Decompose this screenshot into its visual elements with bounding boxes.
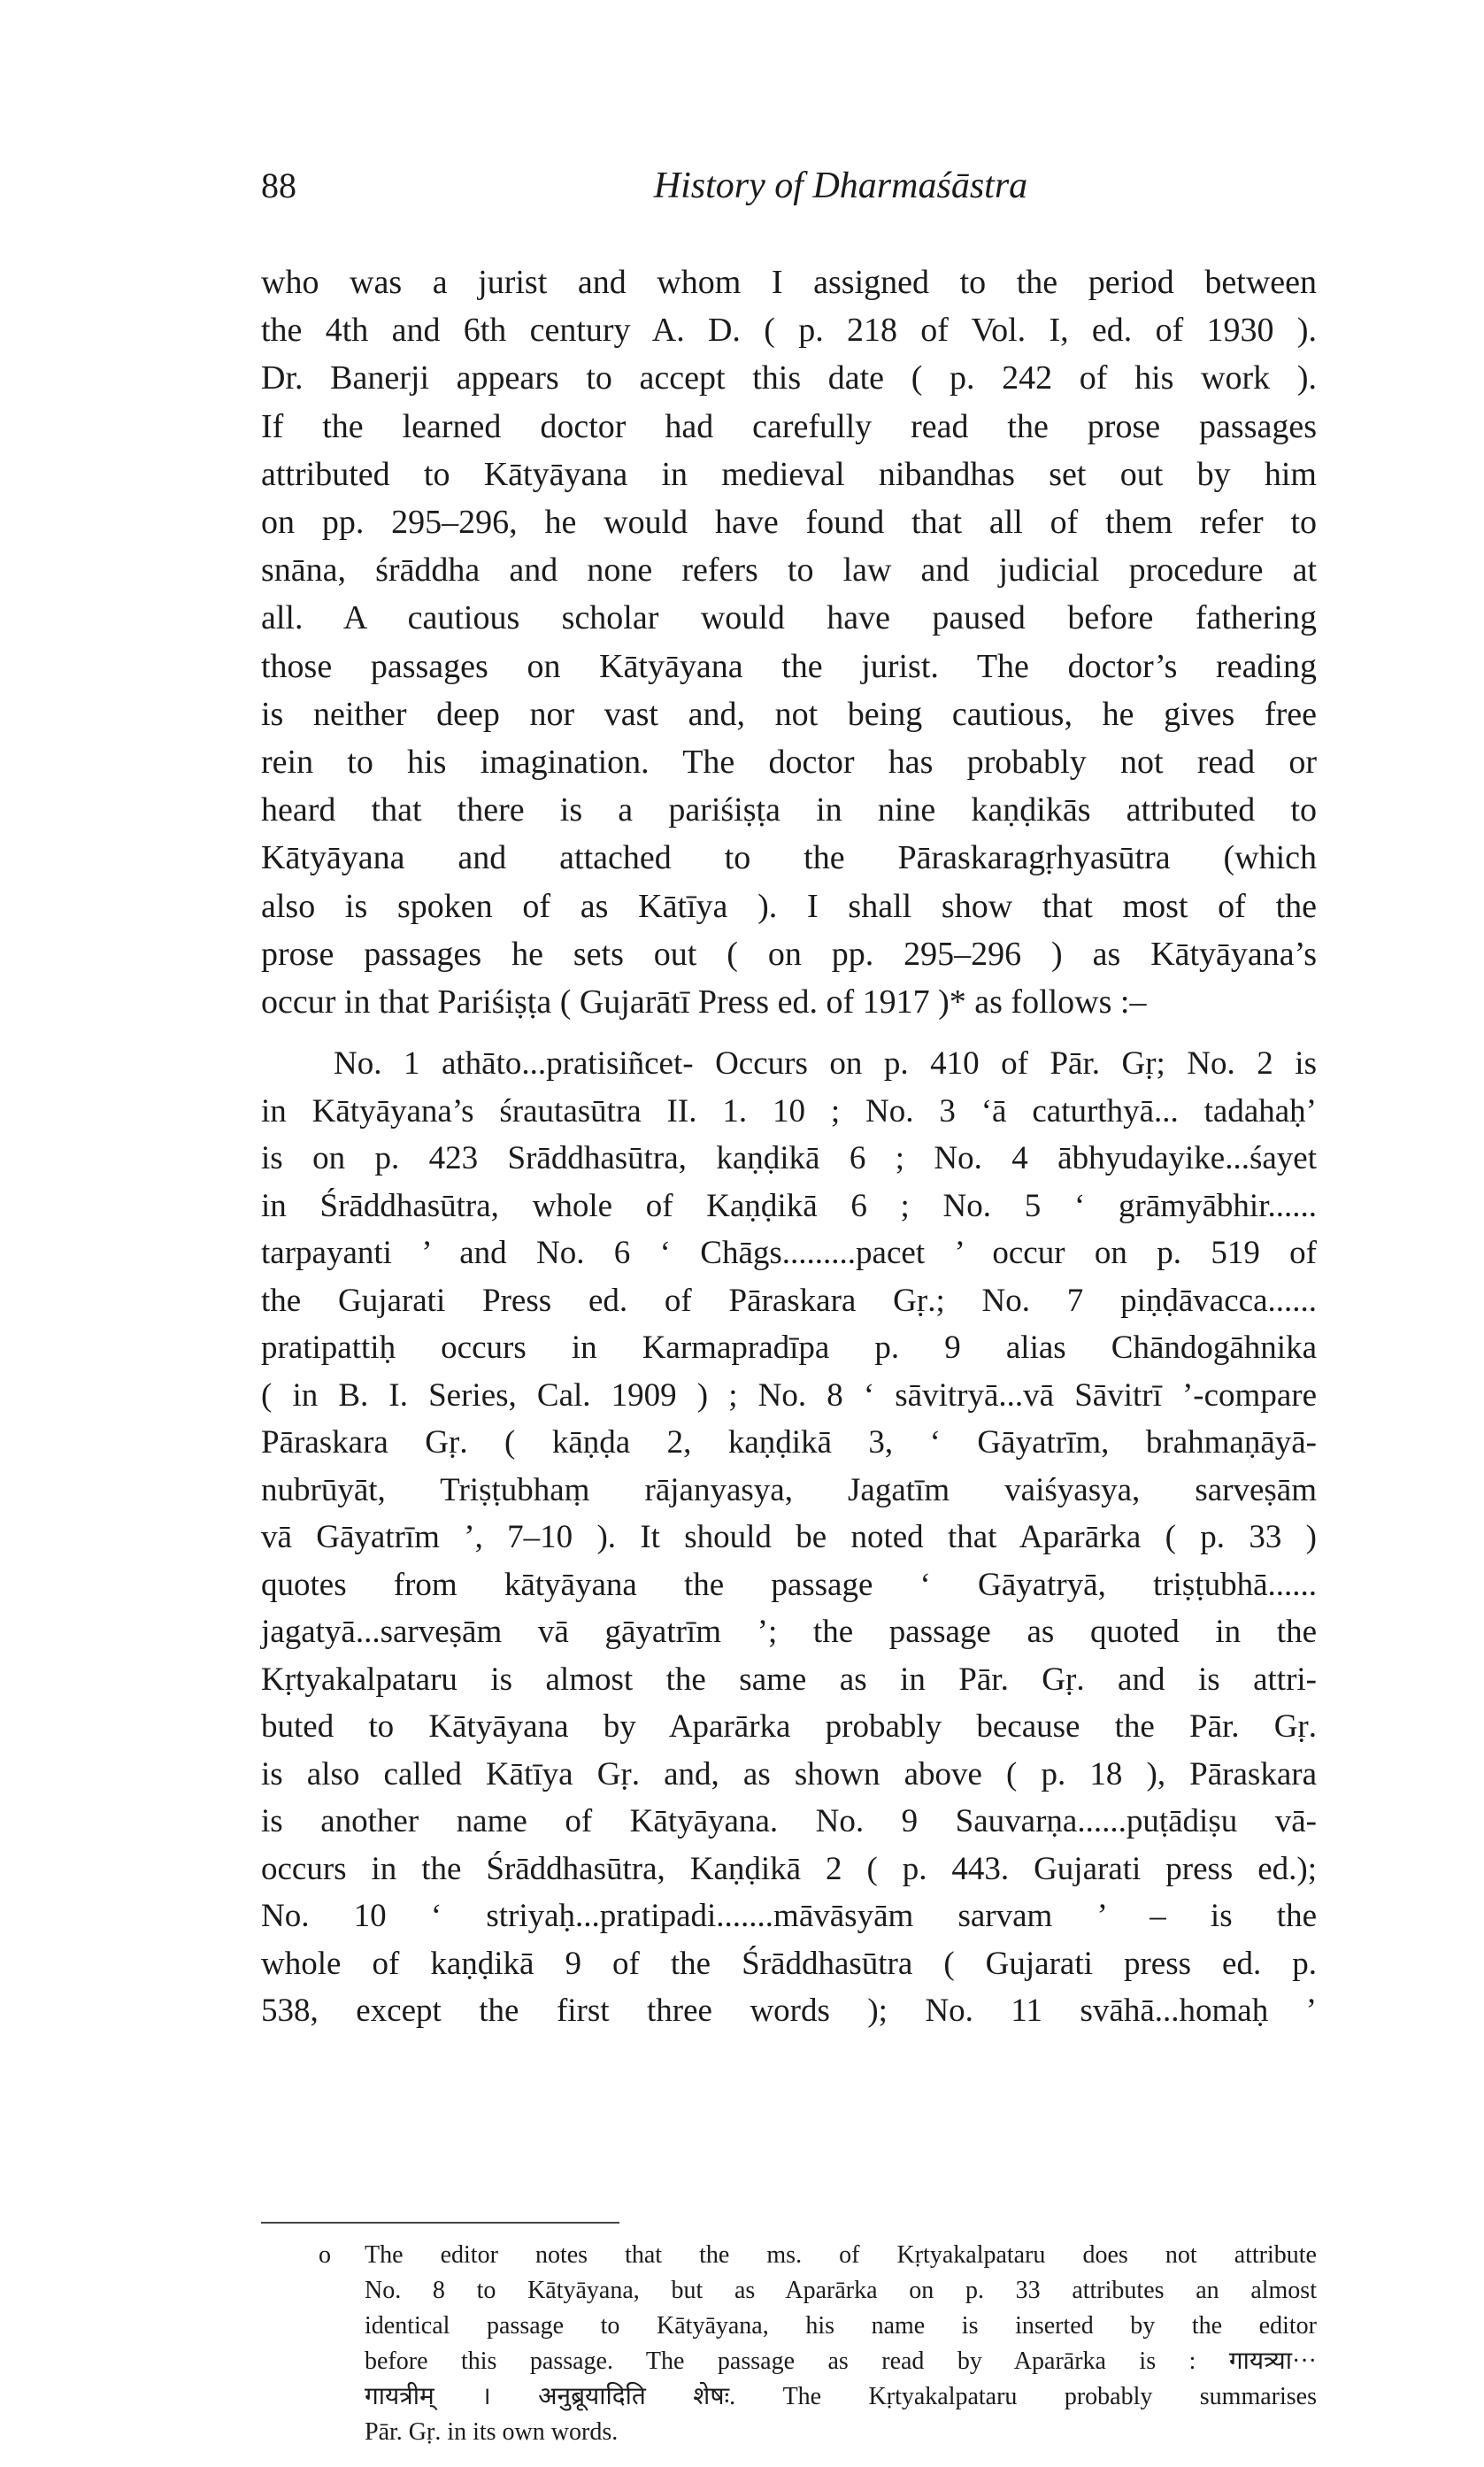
text-line: 538, except the first three words ); No. 11 svāhā...homaḥ ’ <box>261 1993 1317 2030</box>
footnote-mark: o <box>319 2241 331 2269</box>
footnote-line: No. 8 to Kātyāyana, but as Aparārka on p. 33 attributes an almost <box>365 2277 1317 2304</box>
text-line: occur in that Pariśiṣṭa ( Gujarātī Press ed. of 1917 )* as follows :– <box>261 983 1147 1021</box>
text-line: nubrūyāt, Triṣṭubhaṃ rājanyasya, Jagatīm vaiśyasya, sarveṣām <box>261 1471 1317 1508</box>
footnote-body <box>365 2238 1317 2450</box>
paragraph-1 <box>261 258 1317 1026</box>
text-line: ( in B. I. Series, Cal. 1909 ) ; No. 8 ‘ sāvitryā...vā Sāvitrī ’-compare <box>261 1376 1317 1414</box>
text-line: vā Gāyatrīm ’, 7–10 ). It should be noted that Aparārka ( p. 33 ) <box>261 1519 1317 1556</box>
text-line: is neither deep nor vast and, not being cautious, he gives free <box>261 695 1317 733</box>
text-line: occurs in the Śrāddhasūtra, Kaṇḍikā 2 ( p. 443. Gujarati press ed.); <box>261 1850 1317 1887</box>
text-line: tarpayanti ’ and No. 6 ‘ Chāgs.........pacet ’ occur on p. 519 of <box>261 1235 1317 1272</box>
text-line: Kātyāyana and attached to the Pāraskaragṛhyasūtra (which <box>261 839 1317 877</box>
text-line: buted to Kātyāyana by Aparārka probably because the Pār. Gṛ. <box>261 1708 1317 1746</box>
text-line: Dr. Banerji appears to accept this date ( p. 242 of his work ). <box>261 359 1317 397</box>
text-line: No. 1 athāto...pratisiñcet- Occurs on p. 410 of Pār. Gṛ; No. 2 is <box>334 1045 1317 1083</box>
text-line: in Kātyāyana’s śrautasūtra II. 1. 10 ; No. 3 ‘ā caturthyā... tadahaḥ’ <box>261 1092 1317 1129</box>
text-line: rein to his imagination. The doctor has probably not read or <box>261 744 1317 782</box>
footnote-line: गायत्रीम् । अनुब्रूयादिति शेषः. The Kṛtyakalpataru probably summarises <box>365 2383 1317 2410</box>
running-title: History of Dharmaśāstra <box>653 166 1028 206</box>
page-number: 88 <box>261 166 296 205</box>
text-line: is another name of Kātyāyana. No. 9 Sauvarṇa......puṭādiṣu vā- <box>261 1803 1317 1840</box>
text-line: quotes from kātyāyana the passage ‘ Gāyatryā, triṣṭubhā...... <box>261 1566 1317 1603</box>
text-line: jagatyā...sarveṣām vā gāyatrīm ’; the passage as quoted in the <box>261 1614 1317 1651</box>
text-line: snāna, śrāddha and none refers to law and judicial procedure at <box>261 551 1317 590</box>
text-line: heard that there is a pariśiṣṭa in nine kaṇḍikās attributed to <box>261 791 1317 829</box>
text-line: who was a jurist and whom I assigned to the period between <box>261 264 1317 301</box>
text-line: those passages on Kātyāyana the jurist. The doctor’s reading <box>261 647 1317 685</box>
footnote-line: The editor notes that the ms. of Kṛtyakalpataru does not attribute <box>365 2241 1317 2269</box>
footnote-line: identical passage to Kātyāyana, his name is inserted by the editor <box>365 2312 1317 2340</box>
text-line: in Śrāddhasūtra, whole of Kaṇḍikā 6 ; No. 5 ‘ grāmyābhir...... <box>261 1187 1317 1224</box>
text-line: Pāraskara Gṛ. ( kāṇḍa 2, kaṇḍikā 3, ‘ Gāyatrīm, brahmaṇāyā- <box>261 1424 1317 1461</box>
text-line: the 4th and 6th century A. D. ( p. 218 of Vol. I, ed. of 1930 ). <box>261 312 1317 350</box>
text-line: is also called Kātīya Gṛ. and, as shown above ( p. 18 ), Pāraskara <box>261 1755 1317 1792</box>
text-line: pratipattiḥ occurs in Karmapradīpa p. 9 alias Chāndogāhnika <box>261 1330 1317 1367</box>
text-line: whole of kaṇḍikā 9 of the Śrāddhasūtra ( Gujarati press ed. p. <box>261 1945 1317 1982</box>
text-line: attributed to Kātyāyana in medieval nibandhas set out by him <box>261 455 1317 493</box>
page-header <box>261 159 1323 221</box>
footnote-line: before this passage. The passage as read by Aparārka is : गायत्र्या··· <box>365 2348 1317 2375</box>
text-line: If the learned doctor had carefully read the prose passages <box>261 407 1317 445</box>
text-line: No. 10 ‘ striyaḥ...pratipadi.......māvāsyām sarvam ’ – is the <box>261 1898 1317 1935</box>
text-line: prose passages he sets out ( on pp. 295–296 ) as Kātyāyana’s <box>261 935 1317 973</box>
text-line: also is spoken of as Kātīya ). I shall show that most of the <box>261 887 1317 925</box>
text-line: on pp. 295–296, he would have found that all of them refer to <box>261 504 1317 542</box>
body-text <box>261 258 1317 2035</box>
text-line: the Gujarati Press ed. of Pāraskara Gṛ.; No. 7 piṇḍāvacca...... <box>261 1282 1317 1319</box>
text-line: all. A cautious scholar would have paused before fathering <box>261 599 1317 637</box>
footnote-separator <box>261 2222 619 2224</box>
footnote-line: Pār. Gṛ. in its own words. <box>365 2418 619 2446</box>
text-line: is on p. 423 Srāddhasūtra, kaṇḍikā 6 ; No. 4 ābhyudayike...śayet <box>261 1140 1317 1177</box>
paragraph-2 <box>261 1040 1317 2035</box>
text-line: Kṛtyakalpataru is almost the same as in Pār. Gṛ. and is attri- <box>261 1661 1317 1698</box>
